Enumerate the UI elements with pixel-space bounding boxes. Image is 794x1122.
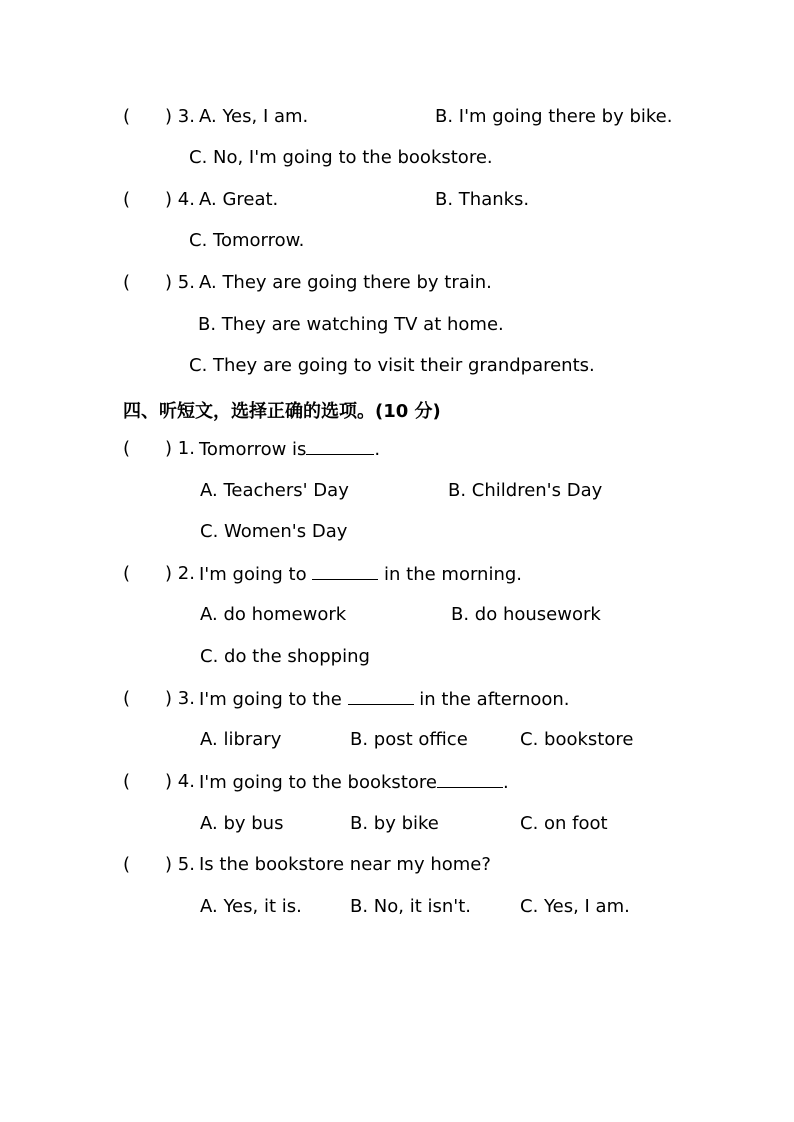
question-number: ) 1. <box>165 438 195 459</box>
answer-paren: ( <box>123 106 131 127</box>
answer-blank <box>312 563 378 580</box>
answer-paren: ( <box>123 688 131 709</box>
option-b: B. by bike <box>350 813 439 834</box>
option-a: A. library <box>200 729 282 750</box>
question-text-pre: I'm going to the bookstore <box>199 772 437 793</box>
option-a: A. Yes, I am. <box>199 106 309 127</box>
option-b: B. Children's Day <box>448 480 603 501</box>
question-number: ) 3. <box>165 106 195 127</box>
option-c: C. Yes, I am. <box>520 896 630 917</box>
question-text-post: in the morning. <box>378 564 523 585</box>
option-b: B. No, it isn't. <box>350 896 472 917</box>
answer-blank <box>306 438 374 455</box>
question-text-pre: Tomorrow is <box>199 439 307 460</box>
answer-paren: ( <box>123 771 131 792</box>
question-text <box>199 563 522 585</box>
question-text <box>199 771 509 793</box>
option-a: A. Great. <box>199 189 279 210</box>
question-text: Is the bookstore near my home? <box>199 854 491 875</box>
option-a: A. Yes, it is. <box>200 896 302 917</box>
question-number: ) 5. <box>165 854 195 875</box>
option-c: C. They are going to visit their grandparents. <box>189 355 595 376</box>
answer-paren: ( <box>123 854 131 875</box>
option-a: A. do homework <box>200 604 347 625</box>
question-text-post: . <box>374 439 381 460</box>
question-number: ) 3. <box>165 688 195 709</box>
question-text <box>199 438 380 460</box>
answer-paren: ( <box>123 189 131 210</box>
question-number: ) 2. <box>165 563 195 584</box>
section-heading: 四、听短文，选择正确的选项。(10 分) <box>123 401 441 422</box>
question-number: ) 4. <box>165 189 195 210</box>
option-b: B. do housework <box>451 604 601 625</box>
question-number: ) 4. <box>165 771 195 792</box>
option-a: A. Teachers' Day <box>200 480 349 501</box>
question-text-pre: I'm going to <box>199 564 313 585</box>
answer-paren: ( <box>123 563 131 584</box>
option-b: B. Thanks. <box>435 189 530 210</box>
answer-paren: ( <box>123 272 131 293</box>
option-b: B. post office <box>350 729 468 750</box>
option-a: A. by bus <box>200 813 284 834</box>
option-c: C. No, I'm going to the bookstore. <box>189 147 493 168</box>
option-c: C. on foot <box>520 813 608 834</box>
option-c: C. do the shopping <box>200 646 370 667</box>
option-c: C. Women's Day <box>200 521 348 542</box>
answer-paren: ( <box>123 438 131 459</box>
question-number: ) 5. <box>165 272 195 293</box>
option-c: C. Tomorrow. <box>189 230 305 251</box>
answer-blank <box>348 688 414 705</box>
answer-blank <box>437 771 503 788</box>
option-b: B. I'm going there by bike. <box>435 106 673 127</box>
question-text <box>199 688 570 710</box>
option-c: C. bookstore <box>520 729 634 750</box>
question-text-pre: I'm going to the <box>199 689 348 710</box>
question-text-post: in the afternoon. <box>413 689 570 710</box>
option-b: B. They are watching TV at home. <box>198 314 504 335</box>
option-a: A. They are going there by train. <box>199 272 492 293</box>
question-text-post: . <box>502 772 509 793</box>
